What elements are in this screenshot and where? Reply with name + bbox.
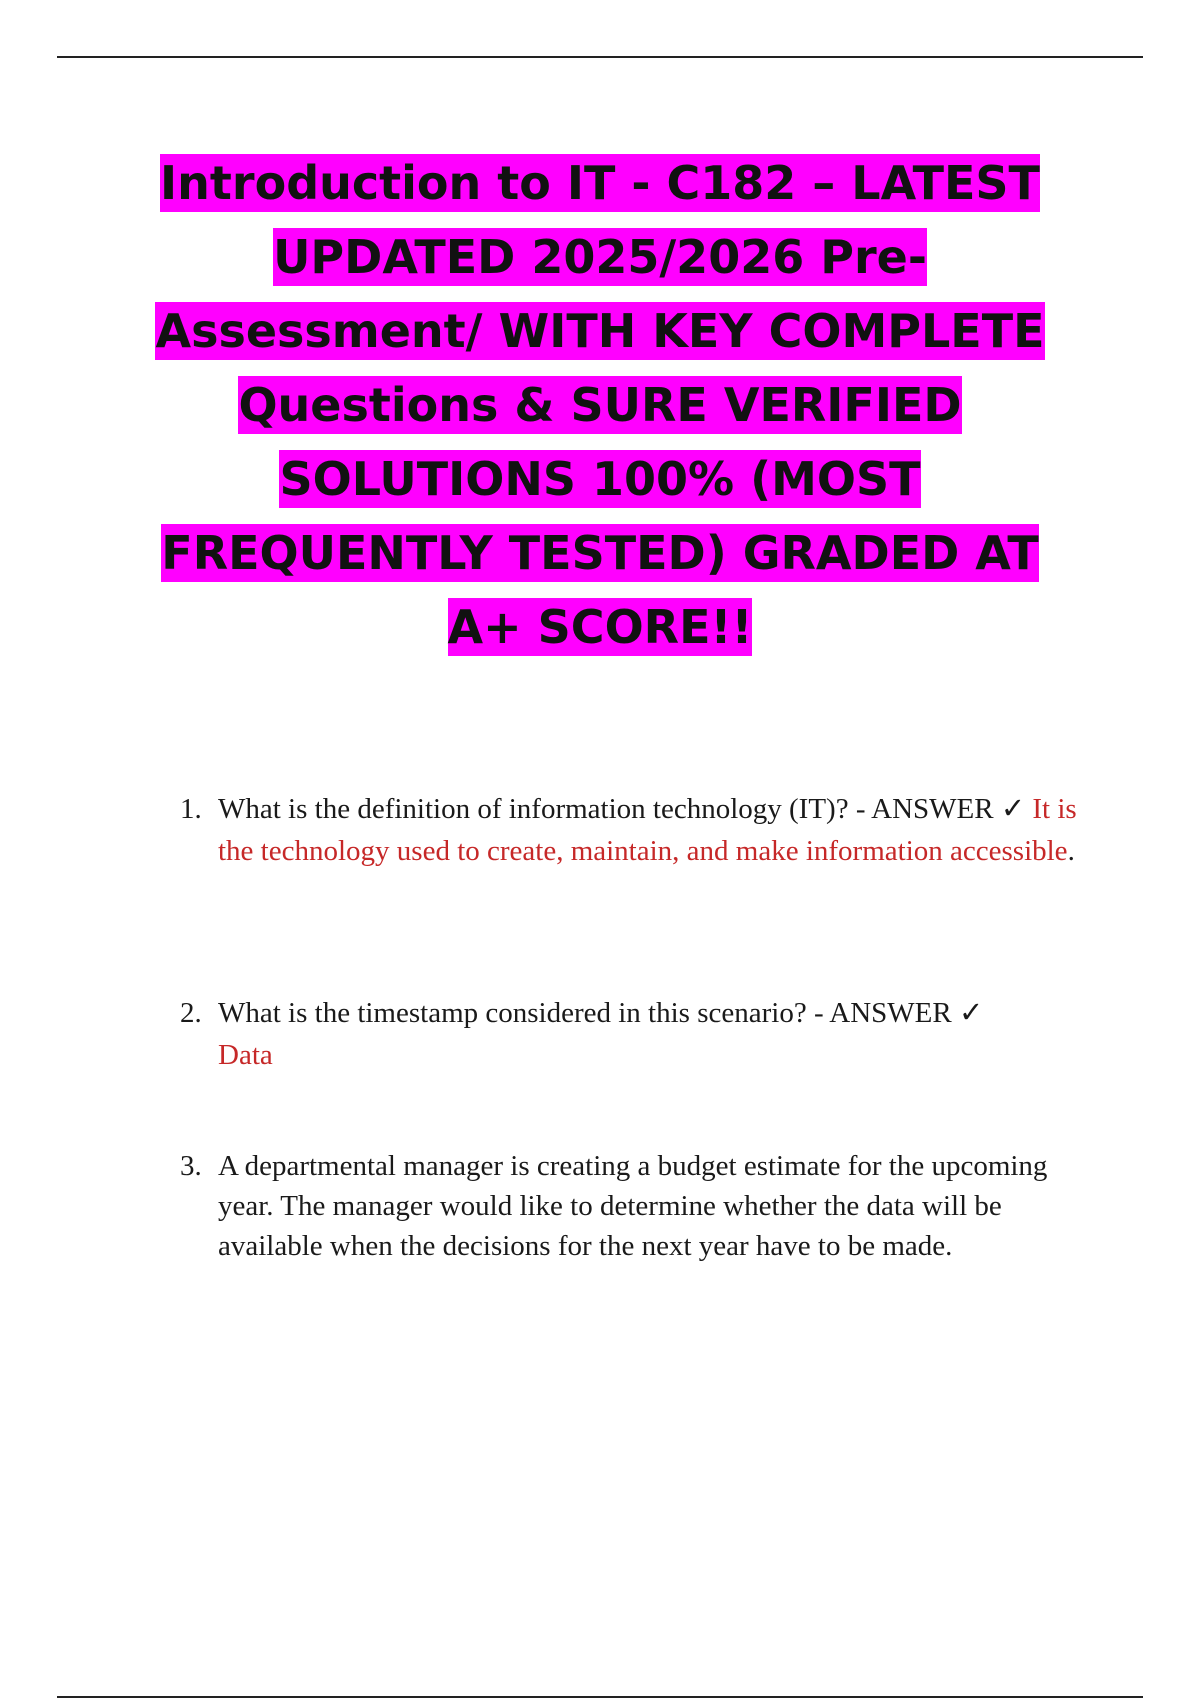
- check-icon: ✓: [1000, 793, 1026, 825]
- title-line: Introduction to IT - C182 – LATEST: [160, 156, 1040, 210]
- question-number: 1.: [180, 793, 202, 825]
- title-line: A+ SCORE!!: [447, 600, 753, 654]
- question-body: [218, 1146, 1080, 1266]
- question-text: What is the timestamp considered in this scenario? - ANSWER: [218, 997, 952, 1029]
- answer-text: It is the technology used to create, maintain, and make information accessible: [218, 793, 1077, 867]
- question-number: 3.: [180, 1150, 202, 1182]
- check-icon: ✓: [958, 997, 984, 1029]
- title-line: Assessment/ WITH KEY COMPLETE: [155, 304, 1045, 358]
- question-item: [180, 1146, 1080, 1266]
- question-body: [218, 992, 1080, 1076]
- question-item: [180, 992, 1080, 1076]
- question-text: What is the definition of information technology (IT)? - ANSWER: [218, 793, 994, 825]
- title-line: FREQUENTLY TESTED) GRADED AT: [161, 526, 1039, 580]
- title-line: SOLUTIONS 100% (MOST: [279, 452, 921, 506]
- answer-trailing: .: [1067, 835, 1075, 867]
- answer-text: Data: [218, 1039, 273, 1071]
- document-title: [120, 146, 1080, 664]
- title-line: UPDATED 2025/2026 Pre-: [273, 230, 927, 284]
- question-number: 2.: [180, 997, 202, 1029]
- title-line: Questions & SURE VERIFIED: [238, 378, 962, 432]
- question-item: [180, 788, 1080, 872]
- bottom-rule: [57, 1696, 1143, 1698]
- top-rule: [57, 56, 1143, 58]
- question-body: [218, 788, 1080, 872]
- question-text: A departmental manager is creating a budget estimate for the upcoming year. The manager would like to determine whether the data will be available when the decisions for the next year have to be made.: [218, 1150, 1048, 1262]
